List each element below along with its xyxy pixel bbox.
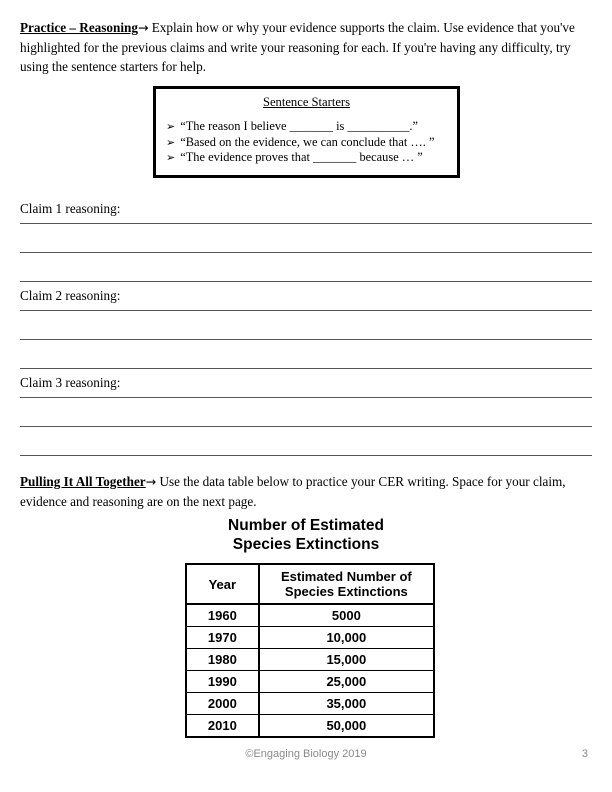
table-head	[186, 564, 434, 604]
table-row	[186, 715, 434, 738]
table-row	[186, 693, 434, 715]
sentence-starters-title: Sentence Starters	[262, 95, 351, 109]
answer-line[interactable]	[20, 339, 592, 340]
table-row	[186, 671, 434, 693]
answer-line-row[interactable]	[0, 316, 612, 345]
column-header-year: Year	[186, 564, 259, 604]
copyright-credit: ©Engaging Biology 2019	[245, 748, 367, 760]
claim-block-1	[0, 200, 612, 287]
practice-reasoning-paragraph	[20, 18, 592, 77]
claim-label-row	[0, 374, 612, 403]
species-extinctions-table	[185, 563, 435, 738]
list-item	[166, 135, 457, 151]
sentence-starters-list	[156, 119, 457, 166]
claim-1-label: Claim 1 reasoning:	[20, 201, 123, 217]
answer-line-row[interactable]	[0, 345, 612, 374]
cell-year: 1990	[186, 671, 259, 693]
practice-reasoning-body: Explain how or why your evidence supports the claim. Use evidence that you've highlighted for the previous claims and write your reasoning for each. If you're having any difficulty, try using the sentence starters for help.	[20, 20, 575, 74]
list-item	[166, 150, 457, 166]
column-header-line1: Estimated Number of	[280, 569, 412, 584]
pulling-it-all-together-paragraph	[20, 472, 592, 511]
answer-line[interactable]	[20, 455, 592, 456]
arrow-icon: →	[145, 474, 157, 489]
cell-value: 50,000	[259, 715, 434, 738]
answer-line-row[interactable]	[0, 229, 612, 258]
practice-reasoning-heading: Practice – Reasoning	[20, 20, 138, 35]
sentence-starter-text: “The reason I believe _______ is __________.”	[180, 119, 418, 133]
sentence-starter-text: “Based on the evidence, we can conclude that …. ”	[180, 134, 435, 149]
data-table-title	[0, 516, 612, 554]
answer-line-row[interactable]	[0, 258, 612, 287]
answer-line-row[interactable]	[0, 432, 612, 461]
table-row	[186, 649, 434, 671]
arrow-icon: →	[137, 20, 149, 35]
arrowhead-bullet-icon: ➢	[166, 151, 176, 164]
arrowhead-bullet-icon: ➢	[166, 135, 176, 149]
cell-value: 5000	[259, 604, 434, 627]
answer-line[interactable]	[20, 397, 592, 398]
cell-year: 2000	[186, 693, 259, 715]
cell-year: 2010	[186, 715, 259, 738]
cell-value: 35,000	[259, 693, 434, 715]
claim-label-row	[0, 287, 612, 316]
pulling-it-all-together-heading: Pulling It All Together	[20, 474, 146, 489]
pulling-it-all-together-body: Use the data table below to practice your CER writing. Space for your claim, evidence and reasoning are on the next page.	[20, 474, 566, 509]
answer-line[interactable]	[20, 368, 592, 369]
data-table-title-line1: Number of Estimated	[228, 517, 384, 534]
list-item	[166, 119, 457, 135]
sentence-starters-box	[153, 86, 460, 178]
cell-year: 1980	[186, 649, 259, 671]
cell-year: 1970	[186, 627, 259, 649]
cell-year: 1960	[186, 604, 259, 627]
page-number: 3	[581, 748, 588, 760]
answer-line[interactable]	[20, 281, 592, 282]
claim-block-3	[0, 374, 612, 461]
column-header-estimated-number	[259, 564, 434, 604]
column-header-line2: Species Extinctions	[284, 584, 408, 599]
arrowhead-bullet-icon: ➢	[166, 120, 176, 133]
table-body	[186, 604, 434, 737]
sentence-starter-text: “The evidence proves that _______ because … ”	[180, 150, 423, 164]
table-row	[186, 604, 434, 627]
claim-3-label: Claim 3 reasoning:	[20, 375, 123, 391]
answer-line-row[interactable]	[0, 403, 612, 432]
claim-block-2	[0, 287, 612, 374]
answer-line[interactable]	[20, 426, 592, 427]
claim-reasoning-section	[0, 200, 612, 461]
claim-2-label: Claim 2 reasoning:	[20, 288, 123, 304]
data-table-title-line2: Species Extinctions	[232, 536, 380, 553]
table-header-row	[186, 564, 434, 604]
cell-value: 10,000	[259, 627, 434, 649]
cell-value: 15,000	[259, 649, 434, 671]
answer-line[interactable]	[20, 252, 592, 253]
cell-value: 25,000	[259, 671, 434, 693]
answer-line[interactable]	[20, 310, 592, 311]
answer-line[interactable]	[20, 223, 592, 224]
table-row	[186, 627, 434, 649]
claim-label-row	[0, 200, 612, 229]
